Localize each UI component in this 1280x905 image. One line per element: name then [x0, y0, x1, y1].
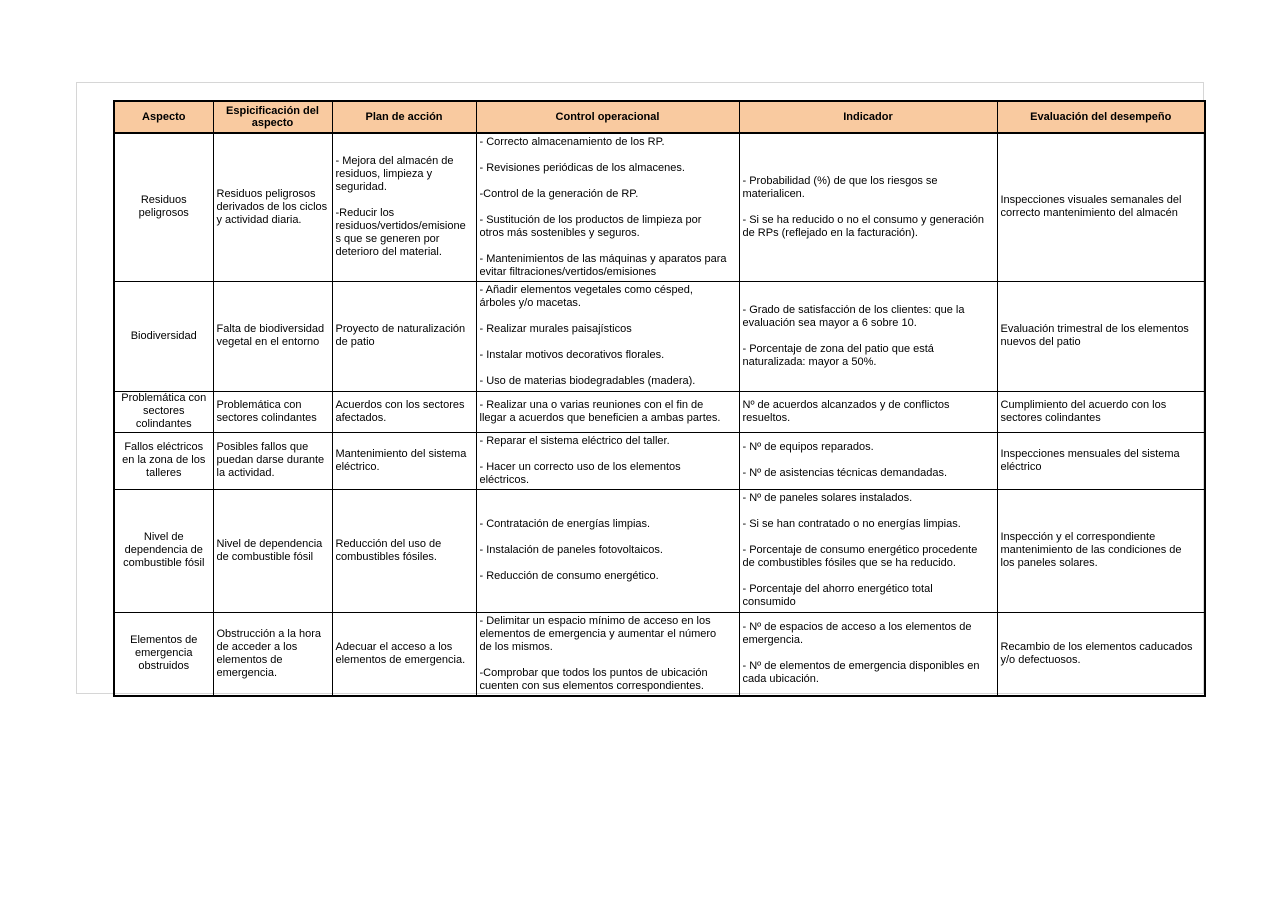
cell-control — [476, 281, 739, 391]
header-control: Control operacional — [476, 101, 739, 133]
cell-control-line: - Contratación de energías limpias. — [479, 518, 651, 530]
cell-evaluacion-line: Recambio de los elementos caducados — [1000, 640, 1193, 653]
cell-evaluacion — [997, 133, 1205, 281]
cell-indicador-line: cada ubicación. — [742, 673, 819, 686]
cell-plan-line: combustibles fósiles. — [335, 550, 437, 563]
cell-plan-line: eléctrico. — [335, 460, 380, 473]
cell-control-line: elementos de emergencia y aumentar el número — [479, 627, 717, 640]
cell-control-line: evitar filtraciones/vertidos/emisiones — [479, 265, 657, 278]
cell-indicador-line: - Porcentaje del ahorro energético total — [742, 583, 933, 595]
cell-control-line: otros más sostenibles y seguros. — [479, 226, 640, 239]
cell-evaluacion-line: y/o defectuosos. — [1000, 653, 1081, 666]
action-plan-table — [113, 100, 1206, 697]
cell-plan-line: afectados. — [335, 411, 387, 424]
cell-control-line: de los mismos. — [479, 640, 553, 653]
cell-aspecto: Biodiversidad — [114, 281, 213, 391]
cell-control — [476, 391, 739, 432]
cell-especificacion: Obstrucción a la hora de acceder a los elementos de emergencia. — [213, 612, 332, 696]
cell-control-line: cuenten con sus elementos correspondientes. — [479, 679, 704, 692]
cell-control-line: -Control de la generación de RP. — [479, 187, 639, 200]
table-row — [114, 281, 1205, 391]
cell-plan-line: Adecuar el acceso a los — [335, 640, 453, 653]
cell-control — [476, 489, 739, 612]
cell-control-line: - Realizar una o varias reuniones con el fin de — [479, 398, 704, 411]
cell-control-line: - Realizar murales paisajísticos — [479, 323, 632, 335]
cell-evaluacion-line: mantenimiento de las condiciones de — [1000, 544, 1182, 556]
cell-especificacion: Problemática con sectores colindantes — [213, 391, 332, 432]
cell-plan — [332, 281, 476, 391]
cell-especificacion: Residuos peligrosos derivados de los ciclos y actividad diaria. — [213, 133, 332, 281]
cell-plan-line: Reducción del uso de — [335, 537, 442, 550]
cell-plan-line: elementos de emergencia. — [335, 653, 466, 666]
cell-indicador — [739, 133, 997, 281]
cell-plan-line: Mantenimiento del sistema — [335, 447, 467, 460]
cell-control — [476, 612, 739, 696]
cell-plan — [332, 432, 476, 489]
cell-indicador — [739, 489, 997, 612]
cell-evaluacion-line: Inspección y el correspondiente — [1000, 531, 1156, 543]
cell-aspecto: Nivel de dependencia de combustible fósil — [114, 489, 213, 612]
cell-indicador — [739, 612, 997, 696]
cell-evaluacion — [997, 489, 1205, 612]
cell-indicador-line: - Grado de satisfacción de los clientes: que la — [742, 303, 965, 316]
cell-indicador-line: - Nº de espacios de acceso a los elementos de — [742, 621, 972, 634]
cell-evaluacion-line: correcto mantenimiento del almacén — [1000, 207, 1178, 220]
cell-control-line: -Comprobar que todos los puntos de ubicación — [479, 666, 708, 679]
cell-control-line: - Añadir elementos vegetales como césped, — [479, 284, 693, 296]
cell-evaluacion-line: nuevos del patio — [1000, 336, 1081, 348]
cell-indicador — [739, 391, 997, 432]
cell-evaluacion-line: eléctrico — [1000, 460, 1042, 473]
cell-evaluacion-line: los paneles solares. — [1000, 557, 1098, 569]
table-header-row — [114, 101, 1205, 133]
cell-plan — [332, 133, 476, 281]
cell-plan-line: Proyecto de naturalización — [335, 323, 466, 335]
table-row — [114, 391, 1205, 432]
cell-indicador-line: - Nº de equipos reparados. — [742, 441, 874, 453]
cell-aspecto: Residuos peligrosos — [114, 133, 213, 281]
cell-control-line: eléctricos. — [479, 473, 530, 486]
cell-plan-line: seguridad. — [335, 181, 387, 194]
cell-control-line: - Instalar motivos decorativos florales. — [479, 349, 665, 361]
table-row — [114, 432, 1205, 489]
table-row — [114, 612, 1205, 696]
cell-indicador — [739, 281, 997, 391]
cell-plan-line: residuos, limpieza y — [335, 168, 433, 181]
cell-plan-line: residuos/vertidos/emisione — [335, 220, 466, 233]
cell-indicador-line: - Nº de asistencias técnicas demandadas. — [742, 467, 948, 479]
cell-control-line: - Delimitar un espacio mínimo de acceso en los — [479, 614, 711, 627]
cell-control-line: - Uso de materias biodegradables (madera). — [479, 375, 696, 387]
cell-especificacion: Falta de biodiversidad vegetal en el entorno — [213, 281, 332, 391]
cell-indicador-line: de RPs (reflejado en la facturación). — [742, 226, 918, 239]
table-row — [114, 489, 1205, 612]
cell-especificacion: Posibles fallos que puedan darse durante la actividad. — [213, 432, 332, 489]
cell-control-line: - Instalación de paneles fotovoltaicos. — [479, 544, 663, 556]
cell-control — [476, 432, 739, 489]
cell-control-line: - Reparar el sistema eléctrico del taller. — [479, 434, 670, 447]
cell-indicador-line: emergencia. — [742, 634, 804, 647]
cell-plan — [332, 489, 476, 612]
cell-indicador-line: materialicen. — [742, 187, 805, 200]
cell-evaluacion — [997, 612, 1205, 696]
cell-indicador — [739, 432, 997, 489]
cell-control-line: llegar a acuerdos que beneficien a ambas partes. — [479, 411, 721, 424]
header-evaluacion: Evaluación del desempeño — [997, 101, 1205, 133]
cell-indicador-line: - Nº de elementos de emergencia disponibles en — [742, 660, 980, 673]
header-aspecto: Aspecto — [114, 101, 213, 133]
cell-aspecto: Elementos de emergencia obstruidos — [114, 612, 213, 696]
cell-control-line: - Reducción de consumo energético. — [479, 570, 659, 582]
cell-evaluacion-line: Evaluación trimestral de los elementos — [1000, 323, 1189, 335]
cell-evaluacion — [997, 281, 1205, 391]
cell-indicador-line: - Porcentaje de consumo energético procedente — [742, 544, 978, 556]
cell-control-line: - Mantenimientos de las máquinas y aparatos para — [479, 252, 727, 265]
cell-indicador-line: resueltos. — [742, 411, 791, 424]
cell-evaluacion-line: Inspecciones mensuales del sistema — [1000, 447, 1180, 460]
header-especificacion: Espicificación del aspecto — [213, 101, 332, 133]
cell-control — [476, 133, 739, 281]
cell-indicador-line: - Nº de paneles solares instalados. — [742, 492, 913, 504]
cell-indicador-line: evaluación sea mayor a 6 sobre 10. — [742, 316, 917, 329]
cell-evaluacion-line: Inspecciones visuales semanales del — [1000, 194, 1182, 207]
table-row — [114, 133, 1205, 281]
cell-evaluacion-line: Cumplimiento del acuerdo con los — [1000, 398, 1167, 411]
cell-indicador-line: naturalizada: mayor a 50%. — [742, 355, 877, 368]
cell-plan-line: deterioro del material. — [335, 246, 442, 259]
cell-control-line: - Hacer un correcto uso de los elementos — [479, 460, 681, 473]
cell-indicador-line: Nº de acuerdos alcanzados y de conflictos — [742, 398, 950, 411]
cell-indicador-line: - Porcentaje de zona del patio que está — [742, 342, 934, 355]
header-indicador: Indicador — [739, 101, 997, 133]
cell-evaluacion-line: sectores colindantes — [1000, 411, 1101, 424]
cell-aspecto: Fallos eléctricos en la zona de los talleres — [114, 432, 213, 489]
cell-indicador-line: - Si se ha reducido o no el consumo y generación — [742, 213, 985, 226]
cell-aspecto: Problemática con sectores colindantes — [114, 391, 213, 432]
cell-control-line: - Sustitución de los productos de limpieza por — [479, 213, 702, 226]
cell-control-line: - Revisiones periódicas de los almacenes. — [479, 161, 685, 174]
cell-plan-line: Acuerdos con los sectores — [335, 398, 465, 411]
cell-evaluacion — [997, 391, 1205, 432]
cell-plan-line: de patio — [335, 336, 375, 348]
cell-especificacion: Nivel de dependencia de combustible fósil — [213, 489, 332, 612]
cell-control-line: árboles y/o macetas. — [479, 297, 581, 309]
cell-evaluacion — [997, 432, 1205, 489]
header-plan: Plan de acción — [332, 101, 476, 133]
cell-indicador-line: - Si se han contratado o no energías limpias. — [742, 518, 961, 530]
cell-control-line: - Correcto almacenamiento de los RP. — [479, 135, 665, 148]
cell-indicador-line: consumido — [742, 596, 796, 608]
cell-plan-line: s que se generen por — [335, 233, 440, 246]
cell-indicador-line: de combustibles fósiles que se ha reducido. — [742, 557, 956, 569]
cell-plan-line: - Mejora del almacén de — [335, 155, 454, 168]
cell-plan — [332, 612, 476, 696]
cell-indicador-line: - Probabilidad (%) de que los riesgos se — [742, 174, 938, 187]
cell-plan — [332, 391, 476, 432]
cell-plan-line: -Reducir los — [335, 207, 395, 220]
